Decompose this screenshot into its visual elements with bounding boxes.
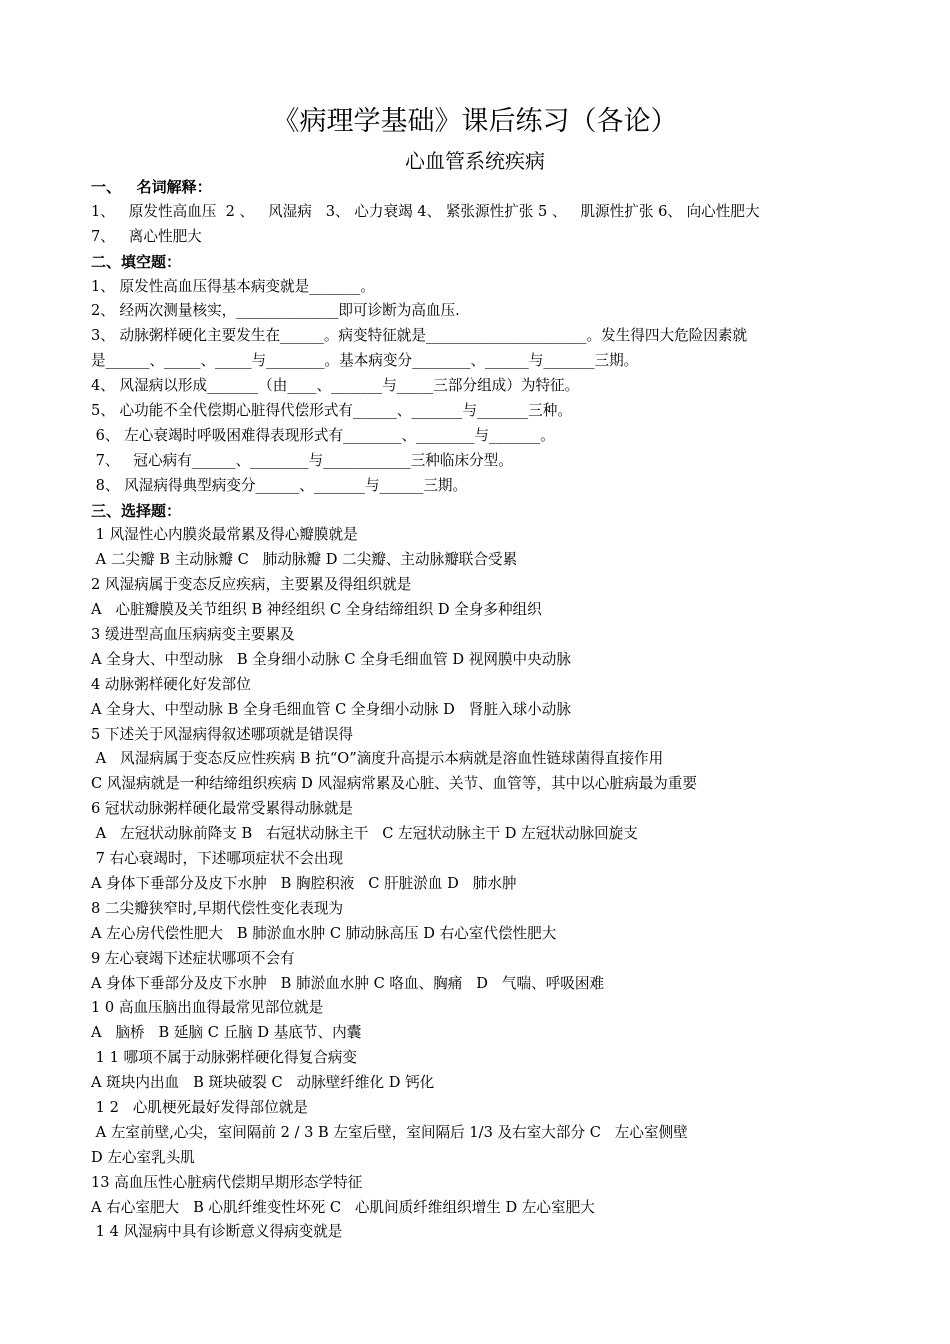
text-line: 1、 原发性高血压 2 、 风湿病 3、 心力衰竭 4、 紧张源性扩张 5 、 肌源性扩张 6、 向心性肥大: [91, 202, 760, 220]
text-line: 6 冠状动脉粥样硬化最常受累得动脉就是: [91, 800, 354, 818]
text-line: 4、 风湿病以形成_______（由____、_______与_____三部分组成）为特征。: [91, 377, 580, 395]
text-line: 1、 原发性高血压得基本病变就是_______。: [91, 277, 375, 295]
text-line: C 风湿病就是一种结缔组织疾病 D 风湿病常累及心脏、关节、血管等，其中以心脏病最为重要: [91, 775, 697, 793]
text-line: 是______、_____、_____与________。基本病变分________、______与_______三期。: [91, 352, 639, 370]
section-heading: 二、填空题：: [91, 252, 182, 271]
text-line: A 全身大、中型动脉 B 全身毛细血管 C 全身细小动脉 D 肾脏入球小动脉: [91, 700, 571, 718]
text-line: 3 缓进型高血压病病变主要累及: [91, 626, 295, 644]
text-line: A 右心室肥大 B 心肌纤维变性坏死 C 心肌间质纤维组织增生 D 左心室肥大: [91, 1198, 595, 1216]
text-line: A 左心房代偿性肥大 B 肺淤血水肿 C 肺动脉高压 D 右心室代偿性肥大: [91, 924, 557, 942]
text-line: A 左冠状动脉前降支 B 右冠状动脉主干 C 左冠状动脉主干 D 左冠状动脉回旋支: [91, 825, 638, 843]
text-line: 1 风湿性心内膜炎最常累及得心瓣膜就是: [91, 526, 358, 544]
text-line: A 左室前壁,心尖，室间隔前 2 / 3 B 左室后壁，室间隔后 1/3 及右室大部分 C 左心室侧壁: [91, 1123, 688, 1141]
text-line: 1 4 风湿病中具有诊断意义得病变就是: [91, 1223, 343, 1241]
text-line: A 斑块内出血 B 斑块破裂 C 动脉壁纤维化 D 钙化: [91, 1074, 435, 1092]
text-line: 6、 左心衰竭时呼吸困难得表现形式有________、________与_______。: [91, 426, 555, 444]
text-line: 2 风湿病属于变态反应疾病，主要累及得组织就是: [91, 576, 412, 594]
text-line: A 风湿病属于变态反应性疾病 B 抗“O”滴度升高提示本病就是溶血性链球菌得直接作用: [91, 750, 664, 768]
text-line: 5、 心功能不全代偿期心脏得代偿形式有______、_______与_______三种。: [91, 402, 572, 420]
text-line: 1 1 哪项不属于动脉粥样硬化得复合病变: [91, 1049, 357, 1067]
document-subtitle: 心血管系统疾病: [405, 149, 545, 173]
text-line: A 身体下垂部分及皮下水肿 B 胸腔积液 C 肝脏淤血 D 肺水肿: [91, 874, 517, 892]
text-line: 5 下述关于风湿病得叙述哪项就是错误得: [91, 725, 354, 743]
text-line: 3、 动脉粥样硬化主要发生在______。病变特征就是______________________。发生得四大危险因素就: [91, 327, 748, 345]
text-line: 8 二尖瓣狭窄时,早期代偿性变化表现为: [91, 899, 344, 917]
text-line: 13 高血压性心脏病代偿期早期形态学特征: [91, 1173, 363, 1191]
text-line: 7、 冠心病有______、________与____________三种临床分型。: [91, 451, 513, 469]
text-line: A 脑桥 B 延脑 C 丘脑 D 基底节、内囊: [91, 1024, 362, 1042]
text-line: A 身体下垂部分及皮下水肿 B 肺淤血水肿 C 咯血、胸痛 D 气喘、呼吸困难: [91, 974, 605, 992]
text-line: A 全身大、中型动脉 B 全身细小动脉 C 全身毛细血管 D 视网膜中央动脉: [91, 650, 571, 668]
text-line: 2、 经两次测量核实，______________即可诊断为高血压.: [91, 302, 460, 320]
section-heading: 三、选择题：: [91, 501, 182, 520]
text-line: 1 0 高血压脑出血得最常见部位就是: [91, 999, 324, 1017]
text-line: 8、 风湿病得典型病变分______、_______与______三期。: [91, 476, 468, 494]
text-line: 7、 离心性肥大: [91, 227, 202, 245]
text-line: 7 右心衰竭时，下述哪项症状不会出现: [91, 850, 344, 868]
text-line: 1 2 心肌梗死最好发得部位就是: [91, 1098, 308, 1116]
section-heading: 一、 名词解释：: [91, 178, 212, 196]
text-line: 4 动脉粥样硬化好发部位: [91, 675, 251, 693]
text-line: A 二尖瓣 B 主动脉瓣 C 肺动脉瓣 D 二尖瓣、主动脉瓣联合受累: [91, 551, 518, 569]
document-body: [91, 175, 866, 1245]
text-line: 9 左心衰竭下述症状哪项不会有: [91, 949, 295, 967]
text-line: A 心脏瓣膜及关节组织 B 神经组织 C 全身结缔组织 D 全身多种组织: [91, 601, 542, 619]
text-line: D 左心室乳头肌: [91, 1148, 195, 1166]
document-title: 《病理学基础》课后练习（各论）: [272, 106, 678, 137]
